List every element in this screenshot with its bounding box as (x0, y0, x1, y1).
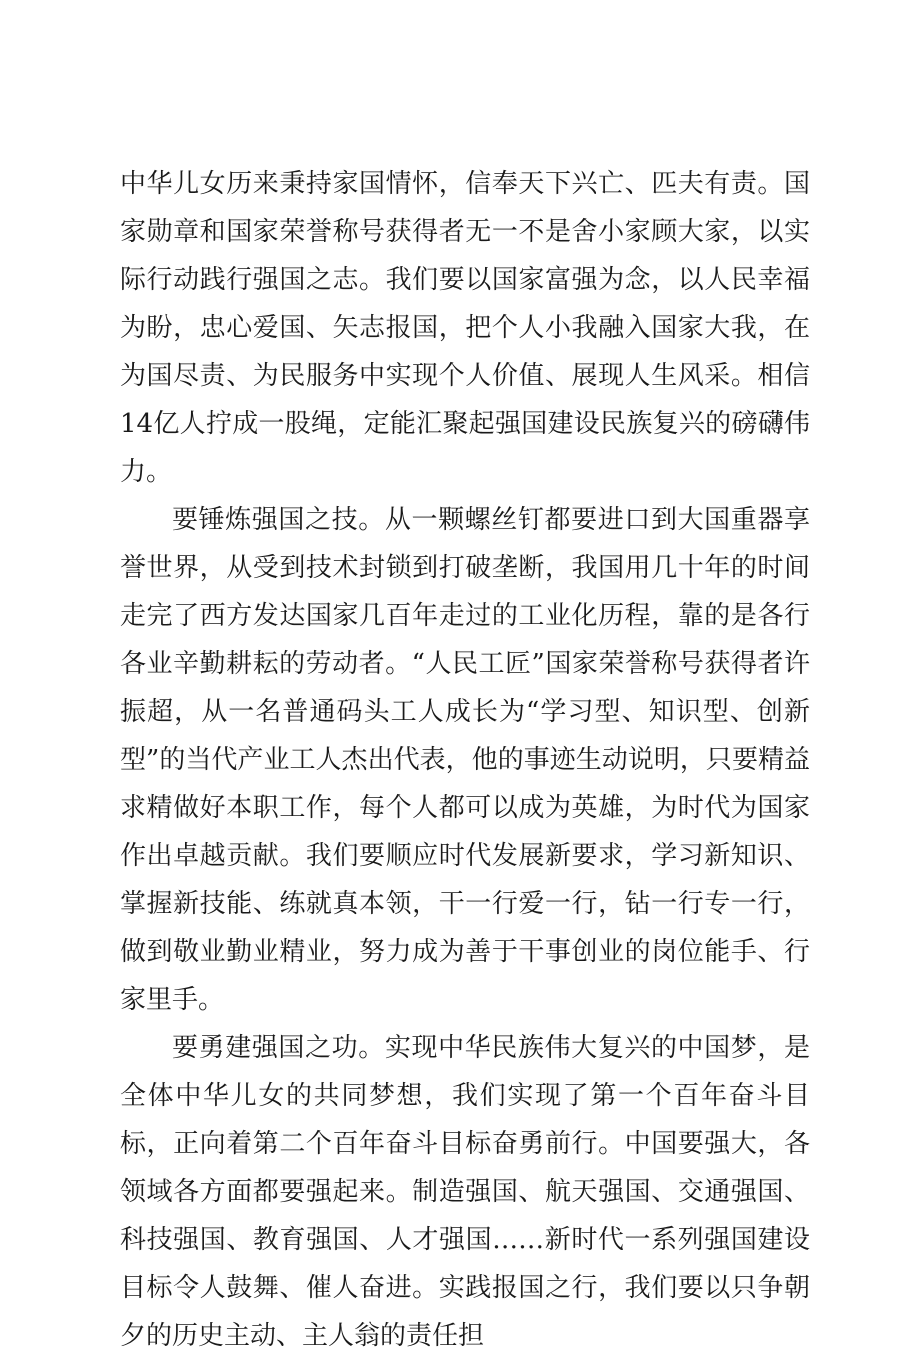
paragraph-3: 要勇建强国之功。实现中华民族伟大复兴的中国梦，是全体中华儿女的共同梦想，我们实现了第一个百年奋斗目标，正向着第二个百年奋斗目标奋勇前行。中国要强大，各领域各方面都要强起来。制造强国、航天强国、交通强国、科技强国、教育强国、人才强国……新时代一系列强国建设目标令人鼓舞、催人奋进。实践报国之行，我们要以只争朝夕的历史主动、主人翁的责任担 (120, 1033, 810, 1351)
paragraph-2: 要锤炼强国之技。从一颗螺丝钉都要进口到大国重器享誉世界，从受到技术封锁到打破垄断，我国用几十年的时间走完了西方发达国家几百年走过的工业化历程，靠的是各行各业辛勤耕耘的劳动者。“人民工匠”国家荣誉称号获得者许振超，从一名普通码头工人成长为“学习型、知识型、创新型”的当代产业工人杰出代表，他的事迹生动说明，只要精益求精做好本职工作，每个人都可以成为英雄，为时代为国家作出卓越贡献。我们要顺应时代发展新要求，学习新知识、掌握新技能、练就真本领，干一行爱一行，钻一行专一行，做到敬业勤业精业，努力成为善于干事创业的岗位能手、行家里手。 (120, 505, 810, 1015)
paragraph-1: 中华儿女历来秉持家国情怀，信奉天下兴亡、匹夫有责。国家勋章和国家荣誉称号获得者无一不是舍小家顾大家，以实际行动践行强国之志。我们要以国家富强为念，以人民幸福为盼，忠心爱国、矢志报国，把个人小我融入国家大我，在为国尽责、为民服务中实现个人价值、展现人生风采。相信14亿人拧成一股绳，定能汇聚起强国建设民族复兴的磅礴伟力。 (120, 169, 810, 487)
body-text (120, 160, 810, 1360)
